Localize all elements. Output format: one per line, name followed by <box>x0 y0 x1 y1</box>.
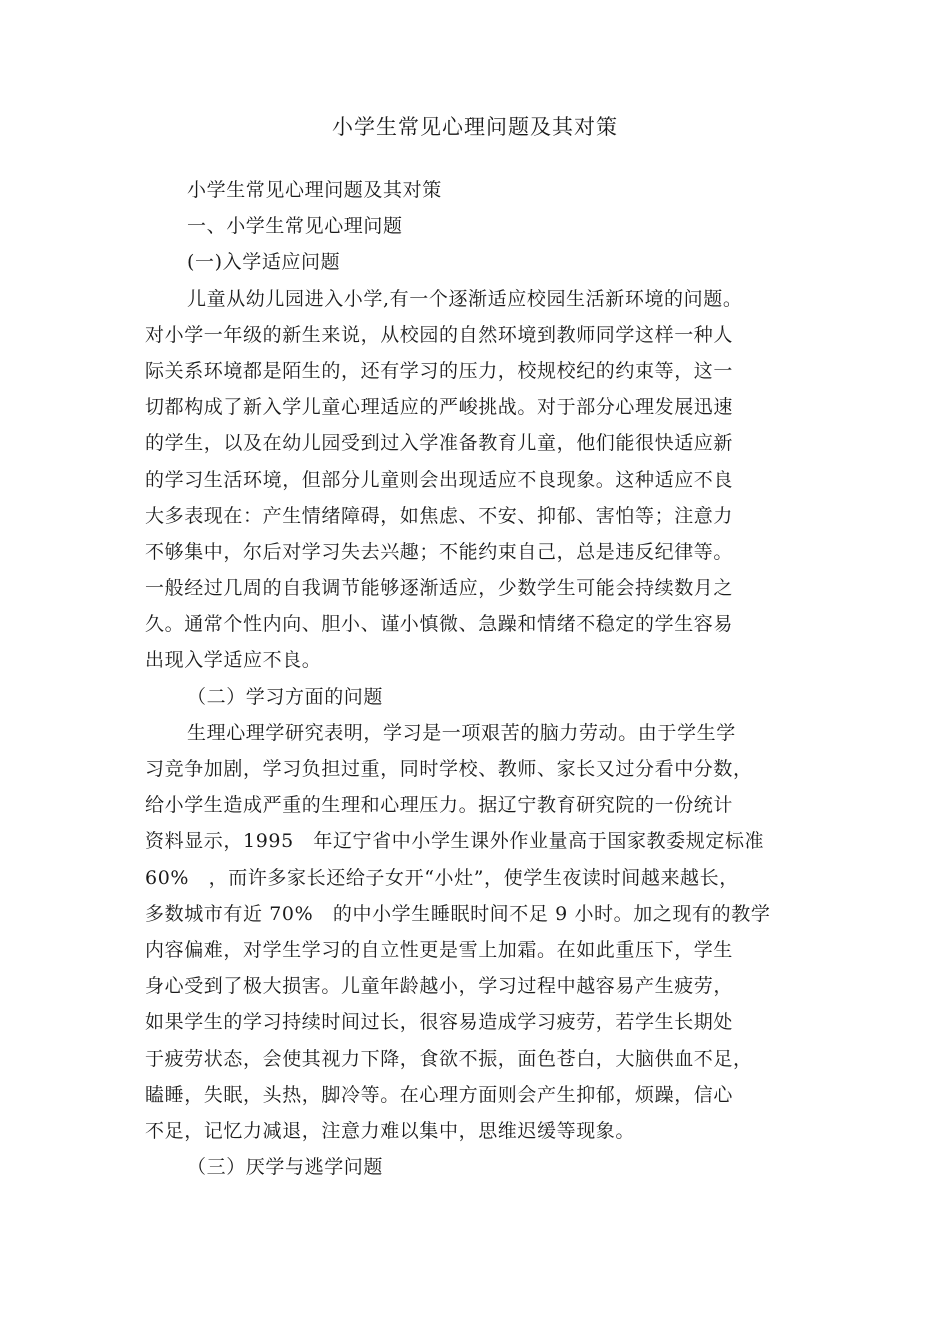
body-line: 的学习生活环境，但部分儿童则会出现适应不良现象。这种适应不良 <box>145 468 734 491</box>
body-line: 多数城市有近 70% 的中小学生睡眠时间不足 9 小时。加之现有的教学 <box>145 902 771 925</box>
body-line: 瞌睡，失眠，头热，脚冷等。在心理方面则会产生抑郁，烦躁，信心 <box>145 1083 734 1106</box>
body-line: 大多表现在：产生情绪障碍，如焦虑、不安、抑郁、害怕等；注意力 <box>145 504 734 527</box>
document-body <box>145 172 817 1185</box>
body-line: 的学生，以及在幼儿园受到过入学准备教育儿童，他们能很快适应新 <box>145 432 734 455</box>
body-line: 久。通常个性内向、胆小、谨小慎微、急躁和情绪不稳定的学生容易 <box>145 613 734 636</box>
body-line: 给小学生造成严重的生理和心理压力。据辽宁教育研究院的一份统计 <box>145 794 734 817</box>
body-line: 身心受到了极大损害。儿童年龄越小，学习过程中越容易产生疲劳， <box>145 975 734 998</box>
body-line: 对小学一年级的新生来说，从校园的自然环境到教师同学这样一种人 <box>145 323 734 346</box>
body-line: 切都构成了新入学儿童心理适应的严峻挑战。对于部分心理发展迅速 <box>145 396 734 419</box>
body-line: 内容偏难，对学生学习的自立性更是雪上加霜。在如此重压下，学生 <box>145 938 734 961</box>
body-line: （二）学习方面的问题 <box>187 685 384 708</box>
body-line: 60% ，而许多家长还给子女开“小灶”，使学生夜读时间越来越长， <box>145 866 739 889</box>
body-line: 生理心理学研究表明，学习是一项艰苦的脑力劳动。由于学生学 <box>187 721 736 744</box>
body-line: 习竞争加剧，学习负担过重，同时学校、教师、家长又过分看中分数， <box>145 758 753 780</box>
body-line: 不够集中，尔后对学习失去兴趣；不能约束自己，总是违反纪律等。 <box>145 540 734 563</box>
body-line: 如果学生的学习持续时间过长，很容易造成学习疲劳，若学生长期处 <box>145 1011 734 1034</box>
body-line: 际关系环境都是陌生的，还有学习的压力，校规校纪的约束等，这一 <box>145 359 734 382</box>
body-line: 一、小学生常见心理问题 <box>187 215 403 238</box>
document-title: 小学生常见心理问题及其对策 <box>332 115 618 139</box>
body-line: （三）厌学与逃学问题 <box>187 1156 384 1179</box>
body-line: 出现入学适应不良。 <box>145 649 322 672</box>
body-line: 资料显示，1995 年辽宁省中小学生课外作业量高于国家教委规定标准 <box>145 830 765 853</box>
body-line: 不足，记忆力减退，注意力难以集中，思维迟缓等现象。 <box>145 1119 636 1142</box>
body-line: (一)入学适应问题 <box>187 251 341 274</box>
body-line: 儿童从幼儿园进入小学,有一个逐渐适应校园生活新环境的问题。 <box>187 287 743 310</box>
body-line: 于疲劳状态，会使其视力下降，食欲不振，面色苍白，大脑供血不足， <box>145 1047 753 1070</box>
body-line: 小学生常见心理问题及其对策 <box>187 179 442 201</box>
body-line: 一般经过几周的自我调节能够逐渐适应，少数学生可能会持续数月之 <box>145 577 734 600</box>
